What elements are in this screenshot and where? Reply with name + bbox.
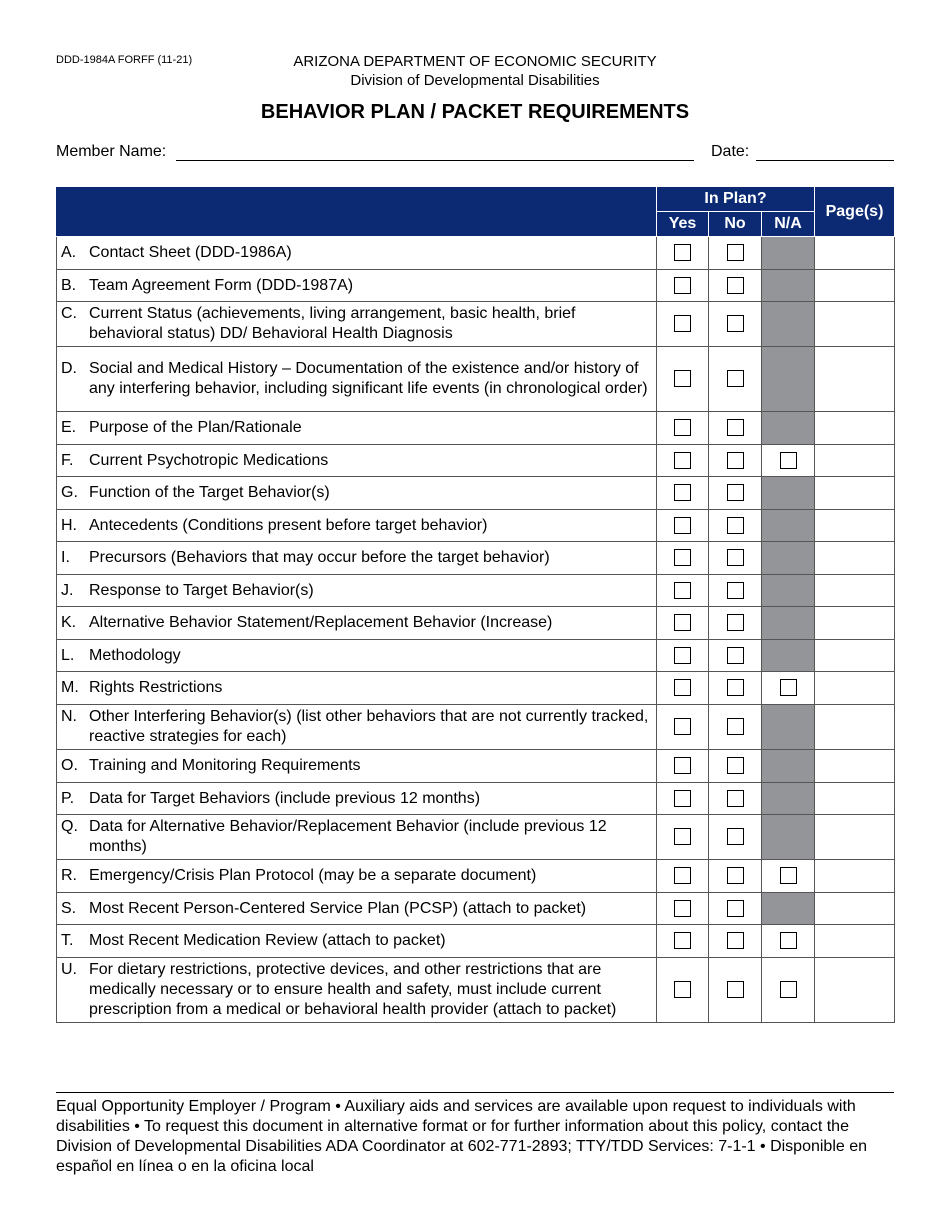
table-row	[57, 412, 895, 445]
na-cell	[762, 302, 815, 347]
pages-cell[interactable]	[815, 893, 895, 925]
no-checkbox[interactable]	[727, 981, 744, 998]
yes-checkbox[interactable]	[674, 757, 691, 774]
item-description: For dietary restrictions, protective devices, and other restrictions that are medically necessary or to ensure health and safety, must include current prescription from a medical or behavioral health provider (attach to packet)	[89, 961, 617, 1018]
pages-cell[interactable]	[815, 542, 895, 575]
na-cell	[762, 893, 815, 925]
item-cell	[57, 347, 657, 412]
table-row	[57, 783, 895, 815]
yes-cell	[657, 477, 709, 510]
pages-cell[interactable]	[815, 672, 895, 705]
table-row	[57, 672, 895, 705]
no-checkbox[interactable]	[727, 647, 744, 664]
na-cell	[762, 237, 815, 270]
yes-cell	[657, 640, 709, 672]
no-checkbox[interactable]	[727, 452, 744, 469]
item-cell	[57, 958, 657, 1023]
date-label: Date:	[711, 143, 750, 160]
item-letter: D.	[61, 360, 77, 377]
pages-cell[interactable]	[815, 237, 895, 270]
item-description: Social and Medical History – Documentation of the existence and/or history of any interfering behavior, including significant life events (in chronological order)	[89, 360, 648, 397]
yes-checkbox[interactable]	[674, 419, 691, 436]
item-letter: P.	[61, 789, 75, 807]
item-letter: S.	[61, 899, 77, 917]
yes-cell	[657, 510, 709, 542]
pages-cell[interactable]	[815, 815, 895, 860]
no-checkbox[interactable]	[727, 419, 744, 436]
no-cell	[709, 815, 762, 860]
item-letter: N.	[61, 708, 77, 725]
item-letter: F.	[61, 451, 74, 469]
yes-checkbox[interactable]	[674, 900, 691, 917]
yes-cell	[657, 893, 709, 925]
pages-cell[interactable]	[815, 783, 895, 815]
item-letter: J.	[61, 581, 74, 599]
pages-cell[interactable]	[815, 445, 895, 477]
table-row	[57, 815, 895, 860]
item-letter: Q.	[61, 818, 78, 835]
footer-notice: Equal Opportunity Employer / Program • Auxiliary aids and services are available upon request to individuals with disabilities • To request this document in alternative format or for further information about this policy, contact the Division of Developmental Disabilities ADA Coordinator at 602-771-2893; TTY/TDD Services: 7-1-1 • Disponible en español en línea o en la oficina local	[56, 1098, 868, 1175]
item-description: Function of the Target Behavior(s)	[89, 484, 330, 501]
na-checkbox[interactable]	[780, 932, 797, 949]
item-cell	[57, 750, 657, 783]
item-cell	[57, 237, 657, 270]
na-cell	[762, 510, 815, 542]
no-cell	[709, 925, 762, 958]
table-row	[57, 640, 895, 672]
item-cell	[57, 542, 657, 575]
pages-header: Page(s)	[815, 187, 895, 237]
table-row	[57, 347, 895, 412]
yes-checkbox[interactable]	[674, 867, 691, 884]
pages-cell[interactable]	[815, 477, 895, 510]
item-description: Training and Monitoring Requirements	[89, 757, 361, 774]
table-row	[57, 860, 895, 893]
item-letter: L.	[61, 646, 75, 664]
yes-checkbox[interactable]	[674, 244, 691, 261]
item-cell	[57, 783, 657, 815]
item-cell	[57, 860, 657, 893]
no-cell	[709, 893, 762, 925]
no-checkbox[interactable]	[727, 679, 744, 696]
no-checkbox[interactable]	[727, 277, 744, 294]
yes-checkbox[interactable]	[674, 277, 691, 294]
pages-cell[interactable]	[815, 750, 895, 783]
yes-cell	[657, 575, 709, 607]
no-cell	[709, 958, 762, 1023]
no-cell	[709, 510, 762, 542]
no-cell	[709, 607, 762, 640]
no-checkbox[interactable]	[727, 614, 744, 631]
item-description: Alternative Behavior Statement/Replacement Behavior (Increase)	[89, 614, 553, 631]
no-cell	[709, 860, 762, 893]
no-checkbox[interactable]	[727, 900, 744, 917]
item-description: Contact Sheet (DDD-1986A)	[89, 244, 292, 261]
yes-cell	[657, 815, 709, 860]
na-cell	[762, 860, 815, 893]
no-checkbox[interactable]	[727, 582, 744, 599]
item-cell	[57, 640, 657, 672]
no-cell	[709, 705, 762, 750]
item-description: Purpose of the Plan/Rationale	[89, 419, 302, 436]
item-description: Current Status (achievements, living arrangement, basic health, brief behavioral status) DD/ Behavioral Health Diagnosis	[89, 305, 576, 342]
item-header	[57, 187, 657, 237]
yes-checkbox[interactable]	[674, 517, 691, 534]
agency-name: ARIZONA DEPARTMENT OF ECONOMIC SECURITY	[293, 53, 657, 70]
date-field[interactable]	[756, 160, 894, 161]
na-cell	[762, 815, 815, 860]
na-checkbox[interactable]	[780, 981, 797, 998]
item-letter: T.	[61, 932, 74, 949]
na-cell	[762, 672, 815, 705]
yes-cell	[657, 302, 709, 347]
na-checkbox[interactable]	[780, 679, 797, 696]
requirements-table	[56, 186, 895, 1023]
item-cell	[57, 705, 657, 750]
table-row	[57, 510, 895, 542]
yes-cell	[657, 607, 709, 640]
item-letter: G.	[61, 484, 78, 501]
item-cell	[57, 510, 657, 542]
no-cell	[709, 783, 762, 815]
no-cell	[709, 302, 762, 347]
yes-checkbox[interactable]	[674, 932, 691, 949]
table-row	[57, 270, 895, 302]
na-cell	[762, 270, 815, 302]
item-cell	[57, 302, 657, 347]
na-cell	[762, 347, 815, 412]
yes-cell	[657, 412, 709, 445]
yes-cell	[657, 347, 709, 412]
item-description: Data for Target Behaviors (include previous 12 months)	[89, 789, 481, 807]
yes-checkbox[interactable]	[674, 582, 691, 599]
yes-cell	[657, 750, 709, 783]
table-row	[57, 445, 895, 477]
yes-cell	[657, 925, 709, 958]
yes-cell	[657, 237, 709, 270]
member-info-line	[56, 143, 894, 165]
no-cell	[709, 672, 762, 705]
member-name-field[interactable]	[176, 160, 694, 161]
yes-cell	[657, 270, 709, 302]
page-title: BEHAVIOR PLAN / PACKET REQUIREMENTS	[260, 101, 690, 123]
table-row	[57, 302, 895, 347]
no-checkbox[interactable]	[727, 484, 744, 501]
table-row	[57, 925, 895, 958]
na-header: N/A	[762, 212, 815, 237]
item-cell	[57, 575, 657, 607]
pages-cell[interactable]	[815, 347, 895, 412]
yes-checkbox[interactable]	[674, 718, 691, 735]
item-cell	[57, 672, 657, 705]
yes-header: Yes	[657, 212, 709, 237]
yes-cell	[657, 958, 709, 1023]
item-cell	[57, 445, 657, 477]
na-checkbox[interactable]	[780, 867, 797, 884]
footer-divider	[56, 1092, 894, 1093]
requirements-body	[57, 237, 895, 1023]
na-cell	[762, 705, 815, 750]
pages-cell[interactable]	[815, 705, 895, 750]
pages-cell[interactable]	[815, 510, 895, 542]
item-description: Data for Alternative Behavior/Replacement Behavior (include previous 12 months)	[89, 818, 607, 855]
item-letter: C.	[61, 305, 77, 322]
no-cell	[709, 270, 762, 302]
yes-checkbox[interactable]	[674, 370, 691, 387]
table-row	[57, 237, 895, 270]
item-letter: M.	[61, 679, 79, 696]
item-letter: H.	[61, 516, 77, 534]
item-description: Precursors (Behaviors that may occur before the target behavior)	[89, 549, 550, 566]
item-description: Antecedents (Conditions present before target behavior)	[89, 516, 488, 534]
no-cell	[709, 237, 762, 270]
no-checkbox[interactable]	[727, 828, 744, 845]
table-row	[57, 575, 895, 607]
na-cell	[762, 445, 815, 477]
na-cell	[762, 575, 815, 607]
in-plan-header: In Plan?	[657, 187, 815, 212]
no-header: No	[709, 212, 762, 237]
item-letter: A.	[61, 244, 77, 261]
no-cell	[709, 575, 762, 607]
no-checkbox[interactable]	[727, 757, 744, 774]
no-checkbox[interactable]	[727, 867, 744, 884]
na-cell	[762, 958, 815, 1023]
no-cell	[709, 445, 762, 477]
item-letter: O.	[61, 757, 78, 774]
no-cell	[709, 750, 762, 783]
table-row	[57, 542, 895, 575]
na-cell	[762, 412, 815, 445]
item-description: Most Recent Medication Review (attach to packet)	[89, 932, 446, 949]
na-cell	[762, 750, 815, 783]
no-cell	[709, 347, 762, 412]
no-checkbox[interactable]	[727, 370, 744, 387]
item-description: Most Recent Person-Centered Service Plan (PCSP) (attach to packet)	[89, 899, 587, 917]
yes-cell	[657, 445, 709, 477]
item-description: Team Agreement Form (DDD-1987A)	[89, 276, 354, 294]
item-description: Other Interfering Behavior(s) (list other behaviors that are not currently tracked, reactive strategies for each)	[89, 708, 649, 745]
item-cell	[57, 893, 657, 925]
pages-cell[interactable]	[815, 925, 895, 958]
na-cell	[762, 607, 815, 640]
pages-cell[interactable]	[815, 958, 895, 1023]
table-row	[57, 750, 895, 783]
yes-checkbox[interactable]	[674, 549, 691, 566]
no-cell	[709, 477, 762, 510]
item-description: Emergency/Crisis Plan Protocol (may be a separate document)	[89, 867, 537, 884]
item-cell	[57, 815, 657, 860]
item-description: Methodology	[89, 646, 181, 664]
item-letter: R.	[61, 867, 77, 884]
yes-checkbox[interactable]	[674, 315, 691, 332]
pages-cell[interactable]	[815, 302, 895, 347]
pages-cell[interactable]	[815, 607, 895, 640]
yes-checkbox[interactable]	[674, 647, 691, 664]
yes-cell	[657, 672, 709, 705]
yes-checkbox[interactable]	[674, 828, 691, 845]
no-checkbox[interactable]	[727, 549, 744, 566]
item-description: Rights Restrictions	[89, 679, 223, 696]
yes-checkbox[interactable]	[674, 981, 691, 998]
yes-checkbox[interactable]	[674, 679, 691, 696]
na-cell	[762, 925, 815, 958]
item-letter: E.	[61, 419, 77, 436]
item-description: Current Psychotropic Medications	[89, 451, 329, 469]
item-cell	[57, 412, 657, 445]
yes-cell	[657, 542, 709, 575]
yes-cell	[657, 860, 709, 893]
na-cell	[762, 477, 815, 510]
division-name: Division of Developmental Disabilities	[350, 72, 600, 89]
pages-cell[interactable]	[815, 412, 895, 445]
table-row	[57, 705, 895, 750]
no-checkbox[interactable]	[727, 315, 744, 332]
item-cell	[57, 270, 657, 302]
item-cell	[57, 477, 657, 510]
na-cell	[762, 542, 815, 575]
no-checkbox[interactable]	[727, 932, 744, 949]
yes-cell	[657, 705, 709, 750]
no-checkbox[interactable]	[727, 517, 744, 534]
pages-cell[interactable]	[815, 640, 895, 672]
no-checkbox[interactable]	[727, 790, 744, 807]
form-code: DDD-1984A FORFF (11-21)	[56, 54, 193, 66]
item-cell	[57, 607, 657, 640]
yes-checkbox[interactable]	[674, 452, 691, 469]
item-cell	[57, 925, 657, 958]
table-row	[57, 893, 895, 925]
yes-checkbox[interactable]	[674, 790, 691, 807]
item-description: Response to Target Behavior(s)	[89, 581, 314, 599]
table-row	[57, 477, 895, 510]
no-cell	[709, 542, 762, 575]
pages-cell[interactable]	[815, 575, 895, 607]
no-checkbox[interactable]	[727, 244, 744, 261]
pages-cell[interactable]	[815, 860, 895, 893]
table-row	[57, 958, 895, 1023]
na-cell	[762, 783, 815, 815]
no-cell	[709, 640, 762, 672]
yes-checkbox[interactable]	[674, 484, 691, 501]
pages-cell[interactable]	[815, 270, 895, 302]
yes-cell	[657, 783, 709, 815]
na-cell	[762, 640, 815, 672]
item-letter: K.	[61, 614, 77, 631]
member-name-label: Member Name:	[56, 143, 167, 160]
item-letter: U.	[61, 961, 77, 978]
na-checkbox[interactable]	[780, 452, 797, 469]
no-cell	[709, 412, 762, 445]
table-row	[57, 607, 895, 640]
item-letter: I.	[61, 549, 70, 566]
yes-checkbox[interactable]	[674, 614, 691, 631]
no-checkbox[interactable]	[727, 718, 744, 735]
item-letter: B.	[61, 276, 77, 294]
